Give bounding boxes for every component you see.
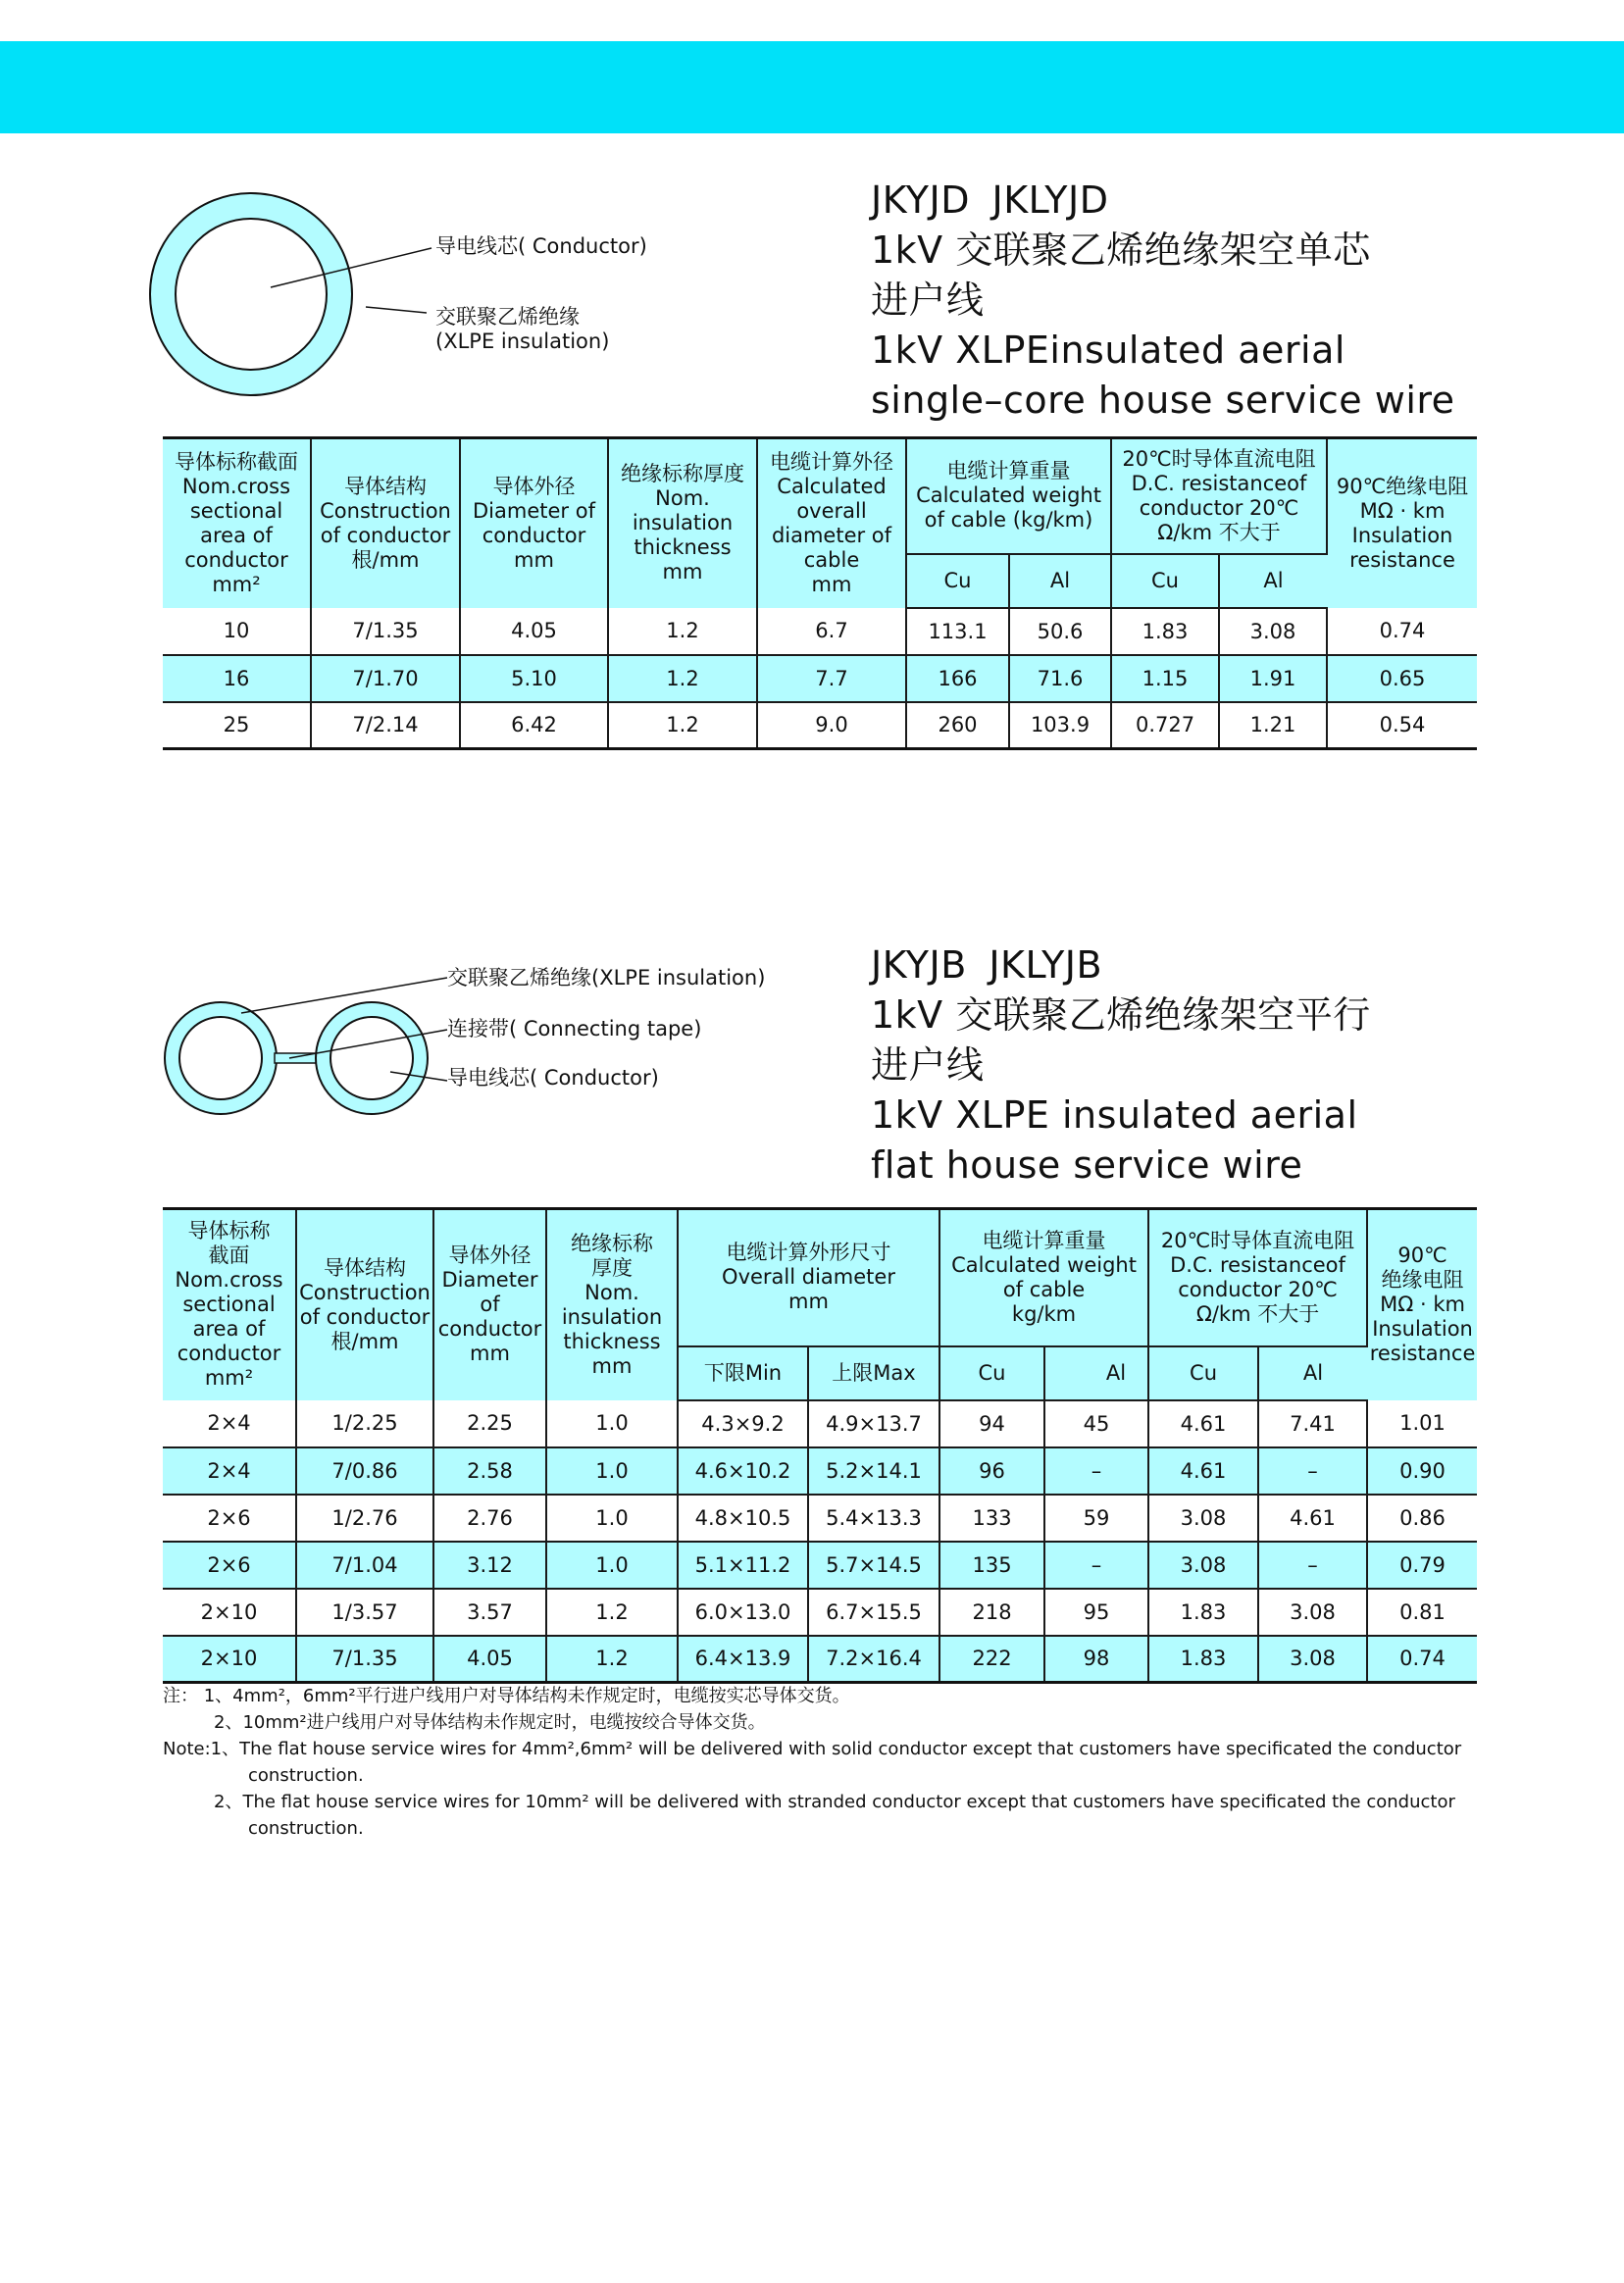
table-cell: 2×10 bbox=[163, 1589, 296, 1636]
model-codes: JKYJB JKLYJB bbox=[871, 943, 1103, 987]
table-cell: 7.41 bbox=[1258, 1400, 1367, 1447]
table-cell: 5.4×13.3 bbox=[808, 1495, 939, 1542]
header-line: MΩ · km bbox=[1380, 1293, 1465, 1317]
table-cell: 0.65 bbox=[1327, 655, 1477, 702]
header-line: D.C. resistanceof bbox=[1131, 471, 1307, 495]
table-cell: 1.0 bbox=[546, 1447, 678, 1495]
header-line: resistance bbox=[1349, 547, 1455, 572]
table-cell: 1.0 bbox=[546, 1400, 678, 1447]
header-line: 90℃绝缘电阻 bbox=[1336, 474, 1469, 498]
table-cell: 50.6 bbox=[1009, 608, 1111, 655]
conductor-core-right bbox=[330, 1017, 413, 1099]
table-row bbox=[163, 702, 1477, 749]
table-cell: 4.61 bbox=[1148, 1400, 1258, 1447]
header-line: mm bbox=[591, 1353, 633, 1378]
table-cell: 2.58 bbox=[433, 1447, 546, 1495]
header-line: overall bbox=[796, 498, 867, 523]
table-cell: 5.10 bbox=[460, 655, 608, 702]
table-cell: 7/2.14 bbox=[311, 702, 460, 749]
header-resistance-cu: Cu bbox=[1148, 1346, 1258, 1400]
header-insulation bbox=[608, 438, 757, 608]
header-line: 电缆计算外形尺寸 bbox=[726, 1241, 891, 1265]
header-line: conductor bbox=[184, 547, 288, 572]
header-line: thickness bbox=[563, 1329, 661, 1353]
header-line: 90℃ bbox=[1397, 1243, 1447, 1268]
table-cell: – bbox=[1044, 1542, 1148, 1589]
table-cell: 4.61 bbox=[1258, 1495, 1367, 1542]
header-line: sectional bbox=[189, 498, 283, 523]
header-line: 根/mm bbox=[351, 547, 420, 572]
header-line: insulation bbox=[632, 511, 734, 535]
title-en-line1: 1kV XLPE insulated aerial bbox=[871, 1093, 1358, 1137]
insulation-label: 交联聚乙烯绝缘(XLPE insulation) bbox=[447, 966, 766, 989]
table-cell: – bbox=[1258, 1447, 1367, 1495]
table-cell: 25 bbox=[163, 702, 311, 749]
table-cell: 2×6 bbox=[163, 1495, 296, 1542]
header-min: 下限Min bbox=[678, 1346, 808, 1400]
table-cell: 3.08 bbox=[1219, 608, 1327, 655]
section1-title bbox=[871, 176, 1455, 426]
table-cell: 1.2 bbox=[608, 702, 757, 749]
note-cn-1: 注： 1、4mm²，6mm²平行进户线用户对导体结构未作规定时，电缆按实芯导体交货。 bbox=[163, 1686, 850, 1706]
table-cell: 1.21 bbox=[1219, 702, 1327, 749]
table-cell: 7/1.35 bbox=[311, 608, 460, 655]
header-line: Calculated bbox=[777, 474, 887, 498]
insulation-leader-line bbox=[241, 978, 447, 1013]
header-line: Nom.cross bbox=[181, 474, 291, 498]
header-line: of cable (kg/km) bbox=[924, 508, 1093, 533]
note-en-1-cont: construction. bbox=[248, 1765, 364, 1786]
note-en-2-cont: construction. bbox=[248, 1818, 364, 1839]
table-cell: 2×10 bbox=[163, 1636, 296, 1683]
table-cell: – bbox=[1258, 1542, 1367, 1589]
table-cell: 6.4×13.9 bbox=[678, 1636, 808, 1683]
title-cn-line1: 1kV 交联聚乙烯绝缘架空单芯 bbox=[871, 228, 1371, 272]
header-weight-cu: Cu bbox=[906, 554, 1009, 608]
header-line: Insulation bbox=[1372, 1317, 1473, 1342]
header-overall-dimensions bbox=[678, 1209, 939, 1346]
header-line: 导体外径 bbox=[492, 474, 576, 498]
header-line: 20℃时导体直流电阻 bbox=[1160, 1228, 1355, 1252]
table-cell: 95 bbox=[1044, 1589, 1148, 1636]
connecting-tape-label: 连接带( Connecting tape) bbox=[447, 1017, 702, 1040]
header-line: 导体标称截面 bbox=[175, 449, 298, 474]
table-cell: 1.01 bbox=[1367, 1400, 1477, 1447]
title-en-line2: flat house service wire bbox=[871, 1143, 1303, 1187]
header-diameter bbox=[433, 1209, 546, 1400]
header-line: of conductor bbox=[320, 523, 451, 547]
table-cell: 0.86 bbox=[1367, 1495, 1477, 1542]
table-cell: 1.83 bbox=[1148, 1589, 1258, 1636]
table-cell: 3.08 bbox=[1148, 1495, 1258, 1542]
header-resistance-al: Al bbox=[1258, 1346, 1367, 1400]
header-line: 电缆计算重量 bbox=[946, 459, 1071, 483]
table-cell: 71.6 bbox=[1009, 655, 1111, 702]
table-cell: 1.83 bbox=[1148, 1636, 1258, 1683]
table-cell: 5.1×11.2 bbox=[678, 1542, 808, 1589]
note-cn-2: 2、10mm²进户线用户对导体结构未作规定时，电缆按绞合导体交货。 bbox=[214, 1712, 766, 1733]
conductor-core-left bbox=[179, 1017, 262, 1099]
table-cell: 4.05 bbox=[433, 1636, 546, 1683]
header-line: Diameter bbox=[441, 1268, 538, 1293]
header-line: area of bbox=[192, 1317, 266, 1342]
header-line: Nom. bbox=[584, 1280, 639, 1304]
table-cell: 3.57 bbox=[433, 1589, 546, 1636]
header-section bbox=[163, 1209, 296, 1400]
header-line: 厚度 bbox=[591, 1255, 633, 1280]
table-cell: 6.42 bbox=[460, 702, 608, 749]
table-row bbox=[163, 1542, 1477, 1589]
table-cell: 4.05 bbox=[460, 608, 608, 655]
header-resistance-cu: Cu bbox=[1111, 554, 1219, 608]
table-cell: 222 bbox=[939, 1636, 1044, 1683]
table-cell: 7.2×16.4 bbox=[808, 1636, 939, 1683]
header-line: mm bbox=[788, 1290, 829, 1314]
header-line: 导体结构 bbox=[344, 474, 427, 498]
header-line: MΩ · km bbox=[1359, 498, 1446, 523]
header-line: thickness bbox=[634, 535, 732, 560]
table-cell: 9.0 bbox=[757, 702, 906, 749]
header-line: 导体结构 bbox=[324, 1255, 406, 1280]
header-line: mm bbox=[811, 572, 852, 596]
note-en-2: 2、The flat house service wires for 10mm² will be delivered with stranded conductor except that customers have specificated the conductor bbox=[214, 1792, 1455, 1812]
note-en-1: Note:1、The flat house service wires for 4mm²,6mm² will be delivered with solid conductor except that customers have specificated the conductor bbox=[163, 1739, 1462, 1759]
table-cell: 2×6 bbox=[163, 1542, 296, 1589]
header-line: Overall diameter bbox=[722, 1265, 895, 1290]
header-line: Construction bbox=[320, 498, 451, 523]
table-cell: 4.3×9.2 bbox=[678, 1400, 808, 1447]
header-line: 根/mm bbox=[330, 1329, 399, 1353]
header-line: mm bbox=[662, 560, 703, 584]
header-line: of cable bbox=[1002, 1277, 1086, 1301]
table-cell: 3.12 bbox=[433, 1542, 546, 1589]
header-line: conductor 20℃ bbox=[1139, 495, 1299, 520]
table-cell: 59 bbox=[1044, 1495, 1148, 1542]
table-cell: 4.9×13.7 bbox=[808, 1400, 939, 1447]
header-line: Construction bbox=[299, 1280, 431, 1304]
title-cn-line2: 进户线 bbox=[871, 279, 985, 322]
table-cell: 98 bbox=[1044, 1636, 1148, 1683]
header-line: diameter of bbox=[771, 523, 892, 547]
header-line: sectional bbox=[182, 1293, 276, 1317]
conductor-core bbox=[176, 219, 327, 370]
top-accent-band bbox=[0, 41, 1624, 133]
table-cell: 1.91 bbox=[1219, 655, 1327, 702]
table-cell: 6.7 bbox=[757, 608, 906, 655]
header-line: 绝缘电阻 bbox=[1381, 1268, 1464, 1293]
table-cell: 6.0×13.0 bbox=[678, 1589, 808, 1636]
insulation-leader-line bbox=[366, 307, 427, 313]
table-cell: 96 bbox=[939, 1447, 1044, 1495]
table-cell: 16 bbox=[163, 655, 311, 702]
table-cell: 0.74 bbox=[1327, 608, 1477, 655]
table-cell: 1.2 bbox=[546, 1636, 678, 1683]
header-line: Ω/km 不大于 bbox=[1195, 1301, 1320, 1326]
header-weight-al: Al bbox=[1009, 554, 1111, 608]
table-cell: 3.08 bbox=[1258, 1589, 1367, 1636]
header-max: 上限Max bbox=[808, 1346, 939, 1400]
table-cell: 0.90 bbox=[1367, 1447, 1477, 1495]
table-cell: 1/2.76 bbox=[296, 1495, 433, 1542]
single-core-cross-section bbox=[147, 181, 696, 417]
insulation-label-en: (XLPE insulation) bbox=[435, 330, 610, 353]
title-cn-line1: 1kV 交联聚乙烯绝缘架空平行 bbox=[871, 993, 1371, 1037]
header-line: conductor 20℃ bbox=[1178, 1277, 1338, 1301]
table-cell: 3.08 bbox=[1258, 1636, 1367, 1683]
table-cell: 1/3.57 bbox=[296, 1589, 433, 1636]
table-cell: 166 bbox=[906, 655, 1009, 702]
header-line: insulation bbox=[561, 1304, 663, 1329]
title-en-line2: single–core house service wire bbox=[871, 379, 1455, 422]
header-line: Diameter of bbox=[473, 498, 595, 523]
header-line: of conductor bbox=[299, 1304, 431, 1329]
table-cell: 1.2 bbox=[546, 1589, 678, 1636]
header-line: Nom. bbox=[655, 486, 710, 511]
table-cell: 0.54 bbox=[1327, 702, 1477, 749]
table-cell: 0.79 bbox=[1367, 1542, 1477, 1589]
table-cell: 1.83 bbox=[1111, 608, 1219, 655]
table-cell: 7/1.70 bbox=[311, 655, 460, 702]
header-overall-diameter bbox=[757, 438, 906, 608]
header-line: 截面 bbox=[208, 1243, 250, 1268]
table-cell: 7/1.35 bbox=[296, 1636, 433, 1683]
table-cell: 2×4 bbox=[163, 1447, 296, 1495]
header-line: cable bbox=[803, 547, 860, 572]
header-line: conductor bbox=[482, 523, 586, 547]
table-cell: 260 bbox=[906, 702, 1009, 749]
conductor-label: 导电线芯( Conductor) bbox=[447, 1066, 659, 1090]
table-cell: 1.0 bbox=[546, 1495, 678, 1542]
header-line: Insulation bbox=[1351, 523, 1453, 547]
table-cell: 1.0 bbox=[546, 1542, 678, 1589]
header-line: Calculated weight bbox=[951, 1252, 1137, 1277]
flat-wire-spec-table bbox=[163, 1207, 1477, 1684]
table-cell: 133 bbox=[939, 1495, 1044, 1542]
header-insulation bbox=[546, 1209, 678, 1400]
header-weight bbox=[939, 1209, 1148, 1346]
header-weight-cu: Cu bbox=[939, 1346, 1044, 1400]
insulation-label-cn: 交联聚乙烯绝缘 bbox=[435, 305, 580, 329]
header-construction bbox=[296, 1209, 433, 1400]
table-cell: 1.15 bbox=[1111, 655, 1219, 702]
title-cn-line2: 进户线 bbox=[871, 1043, 985, 1087]
table-cell: 1/2.25 bbox=[296, 1400, 433, 1447]
table-cell: 0.727 bbox=[1111, 702, 1219, 749]
table-row bbox=[163, 1636, 1477, 1683]
table-cell: 1.2 bbox=[608, 608, 757, 655]
header-line: Calculated weight bbox=[916, 483, 1101, 508]
header-line: mm bbox=[470, 1342, 510, 1366]
header-line: 导体外径 bbox=[448, 1243, 532, 1268]
header-insulation-resistance bbox=[1327, 438, 1477, 608]
table-cell: 10 bbox=[163, 608, 311, 655]
title-en-line1: 1kV XLPEinsulated aerial bbox=[871, 329, 1345, 372]
table-cell: 2.76 bbox=[433, 1495, 546, 1542]
table-cell: 45 bbox=[1044, 1400, 1148, 1447]
table-cell: 2×4 bbox=[163, 1400, 296, 1447]
table-row bbox=[163, 1495, 1477, 1542]
table-cell: 0.74 bbox=[1367, 1636, 1477, 1683]
header-line: conductor bbox=[177, 1342, 281, 1366]
header-line: resistance bbox=[1369, 1342, 1476, 1366]
single-core-diagram bbox=[147, 181, 696, 417]
table-cell: 5.2×14.1 bbox=[808, 1447, 939, 1495]
table-cell: 0.81 bbox=[1367, 1589, 1477, 1636]
header-resistance bbox=[1111, 438, 1327, 554]
table-cell: 103.9 bbox=[1009, 702, 1111, 749]
table-row bbox=[163, 1589, 1477, 1636]
section2-title bbox=[871, 940, 1371, 1191]
header-resistance bbox=[1148, 1209, 1367, 1346]
table-row bbox=[163, 1400, 1477, 1447]
notes-block bbox=[163, 1683, 1487, 1842]
header-line: 20℃时导体直流电阻 bbox=[1122, 446, 1316, 471]
header-line: 绝缘标称 bbox=[571, 1231, 653, 1255]
table-cell: 3.08 bbox=[1148, 1542, 1258, 1589]
header-line: Nom.cross bbox=[175, 1268, 283, 1293]
table-cell: 113.1 bbox=[906, 608, 1009, 655]
header-line: mm bbox=[514, 547, 554, 572]
header-resistance-al: Al bbox=[1219, 554, 1327, 608]
table-cell: 2.25 bbox=[433, 1400, 546, 1447]
header-weight-al: Al bbox=[1044, 1346, 1148, 1400]
table-row bbox=[163, 655, 1477, 702]
table-cell: 7.7 bbox=[757, 655, 906, 702]
header-line: 电缆计算外径 bbox=[770, 449, 893, 474]
table-row bbox=[163, 1447, 1477, 1495]
header-weight bbox=[906, 438, 1111, 554]
header-line: 绝缘标称厚度 bbox=[621, 462, 744, 486]
table-cell: 4.8×10.5 bbox=[678, 1495, 808, 1542]
model-codes: JKYJD JKLYJD bbox=[871, 178, 1109, 222]
table-cell: 4.6×10.2 bbox=[678, 1447, 808, 1495]
table-cell: 218 bbox=[939, 1589, 1044, 1636]
table-cell: 7/0.86 bbox=[296, 1447, 433, 1495]
table-cell: 4.61 bbox=[1148, 1447, 1258, 1495]
header-line: Ω/km 不大于 bbox=[1157, 520, 1281, 544]
header-diameter bbox=[460, 438, 608, 608]
single-core-spec-table bbox=[163, 436, 1477, 750]
header-line: kg/km bbox=[1011, 1301, 1077, 1326]
table-row bbox=[163, 608, 1477, 655]
header-line: 导体标称 bbox=[187, 1219, 271, 1243]
header-construction bbox=[311, 438, 460, 608]
table-cell: 7/1.04 bbox=[296, 1542, 433, 1589]
table-cell: 94 bbox=[939, 1400, 1044, 1447]
header-line: of bbox=[480, 1293, 500, 1317]
header-line: mm² bbox=[212, 572, 261, 596]
header-line: mm² bbox=[204, 1366, 254, 1391]
header-insulation-resistance bbox=[1367, 1209, 1477, 1400]
header-line: conductor bbox=[437, 1317, 542, 1342]
flat-wire-diagram bbox=[157, 956, 824, 1152]
header-line: area of bbox=[200, 523, 273, 547]
table-cell: 5.7×14.5 bbox=[808, 1542, 939, 1589]
table-cell: 6.7×15.5 bbox=[808, 1589, 939, 1636]
header-line: D.C. resistanceof bbox=[1170, 1252, 1345, 1277]
table-cell: – bbox=[1044, 1447, 1148, 1495]
table-cell: 135 bbox=[939, 1542, 1044, 1589]
table-cell: 1.2 bbox=[608, 655, 757, 702]
header-section bbox=[163, 438, 311, 608]
header-line: 电缆计算重量 bbox=[982, 1228, 1106, 1252]
conductor-label: 导电线芯( Conductor) bbox=[435, 234, 647, 258]
